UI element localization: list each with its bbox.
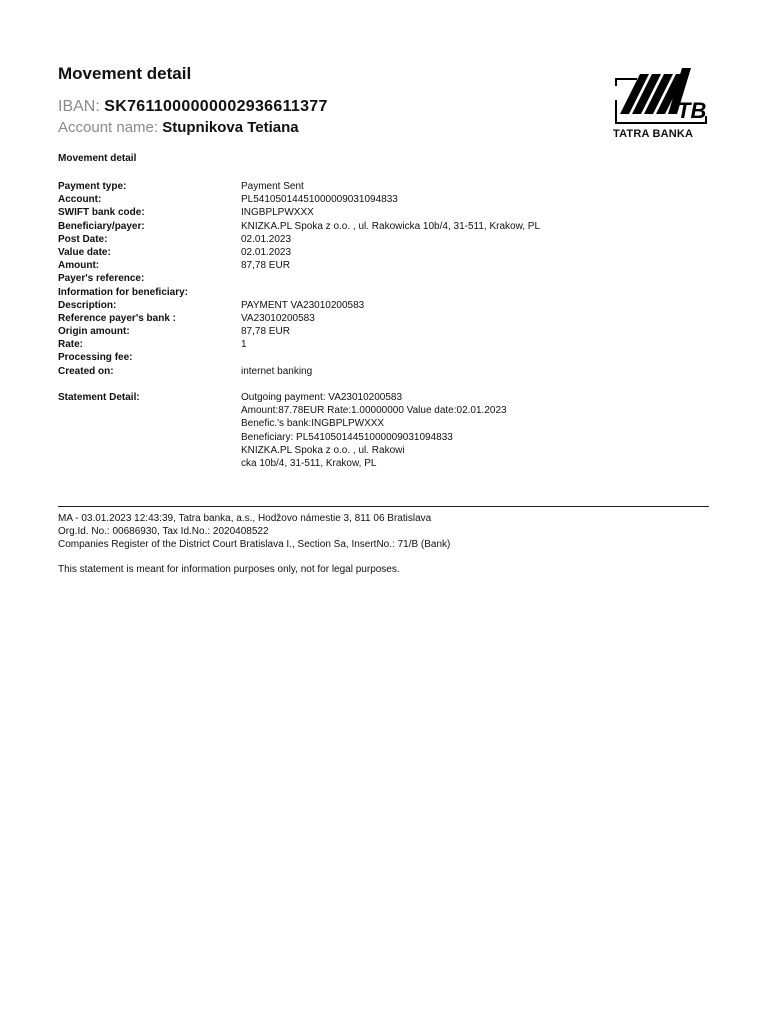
disclaimer: This statement is meant for information purposes only, not for legal purposes. — [58, 564, 400, 575]
detail-row — [58, 233, 718, 246]
detail-value: VA23010200583 — [241, 312, 315, 324]
detail-value: 87,78 EUR — [241, 326, 290, 338]
detail-row — [58, 259, 718, 272]
detail-label: Created on: — [58, 365, 114, 377]
statement-lines — [241, 391, 507, 470]
statement-line: Amount:87.78EUR Rate:1.00000000 Value date:02.01.2023 — [241, 405, 507, 417]
detail-label: Description: — [58, 299, 117, 311]
detail-value: PL54105014451000009031094833 — [241, 194, 398, 206]
footer — [58, 512, 450, 552]
detail-label: Information for beneficiary: — [58, 286, 189, 298]
iban-value: SK7611000000002936611377 — [104, 98, 328, 115]
footer-line: Companies Register of the District Court Bratislava I., Section Sa, InsertNo.: 71/B (Bank) — [58, 539, 451, 551]
logo-monogram: TB — [677, 98, 707, 123]
detail-row — [58, 220, 718, 233]
detail-value: 1 — [241, 339, 247, 351]
statement-label: Statement Detail: — [58, 392, 140, 403]
iban-label: IBAN: — [58, 98, 100, 115]
account-name-line — [58, 119, 299, 136]
detail-label: Post Date: — [58, 233, 108, 245]
detail-row — [58, 286, 718, 299]
bank-name: TATRA BANKA — [613, 128, 694, 140]
detail-value: Payment Sent — [241, 181, 304, 192]
detail-row — [58, 325, 718, 338]
statement-line: Beneficiary: PL54105014451000009031094833 — [241, 431, 453, 443]
statement-line: Benefic.'s bank:INGBPLPWXXX — [241, 418, 385, 430]
account-name-value: Stupnikova Tetiana — [162, 119, 299, 136]
page-title: Movement detail — [58, 64, 192, 83]
detail-value: 02.01.2023 — [241, 246, 292, 258]
tatra-banka-logo-icon — [615, 66, 707, 124]
detail-row — [58, 206, 718, 219]
footer-divider — [58, 506, 709, 507]
detail-value: PAYMENT VA23010200583 — [241, 299, 365, 311]
detail-row — [58, 365, 718, 378]
statement-line: cka 10b/4, 31-511, Krakow, PL — [241, 458, 377, 470]
detail-label: Payment type: — [58, 181, 127, 192]
detail-row — [58, 312, 718, 325]
footer-line: MA - 03.01.2023 12:43:39, Tatra banka, a.s., Hodžovo námestie 3, 811 06 Bratislava — [58, 513, 432, 524]
iban-line — [58, 98, 328, 116]
detail-row — [58, 272, 718, 285]
detail-row — [58, 351, 718, 364]
detail-label: Origin amount: — [58, 326, 130, 338]
detail-label: SWIFT bank code: — [58, 207, 145, 219]
movement-details — [58, 180, 718, 378]
detail-row — [58, 193, 718, 206]
footer-line: Org.Id. No.: 00686930, Tax Id.No.: 2020408522 — [58, 526, 269, 538]
detail-label: Reference payer's bank : — [58, 312, 176, 324]
detail-row — [58, 299, 718, 312]
detail-row — [58, 180, 718, 193]
detail-label: Rate: — [58, 339, 84, 351]
statement-detail — [58, 391, 507, 470]
detail-row — [58, 338, 718, 351]
bank-logo — [613, 56, 711, 144]
detail-row — [58, 246, 718, 259]
detail-value: INGBPLPWXXX — [241, 207, 314, 219]
detail-label: Value date: — [58, 246, 111, 258]
detail-label: Account: — [58, 194, 102, 206]
detail-label: Payer's reference: — [58, 273, 145, 285]
section-title: Movement detail — [58, 153, 137, 164]
detail-label: Processing fee: — [58, 352, 133, 364]
detail-label: Amount: — [58, 260, 100, 272]
detail-value: 87,78 EUR — [241, 260, 290, 272]
statement-line: Outgoing payment: VA23010200583 — [241, 392, 403, 403]
account-name-label: Account name: — [58, 119, 159, 136]
statement-line: KNIZKA.PL Spoka z o.o. , ul. Rakowi — [241, 444, 405, 456]
detail-value: KNIZKA.PL Spoka z o.o. , ul. Rakowicka 10b/4, 31-511, Krakow, PL — [241, 220, 541, 232]
detail-value: internet banking — [241, 365, 313, 377]
detail-label: Beneficiary/payer: — [58, 220, 145, 232]
detail-value: 02.01.2023 — [241, 233, 292, 245]
